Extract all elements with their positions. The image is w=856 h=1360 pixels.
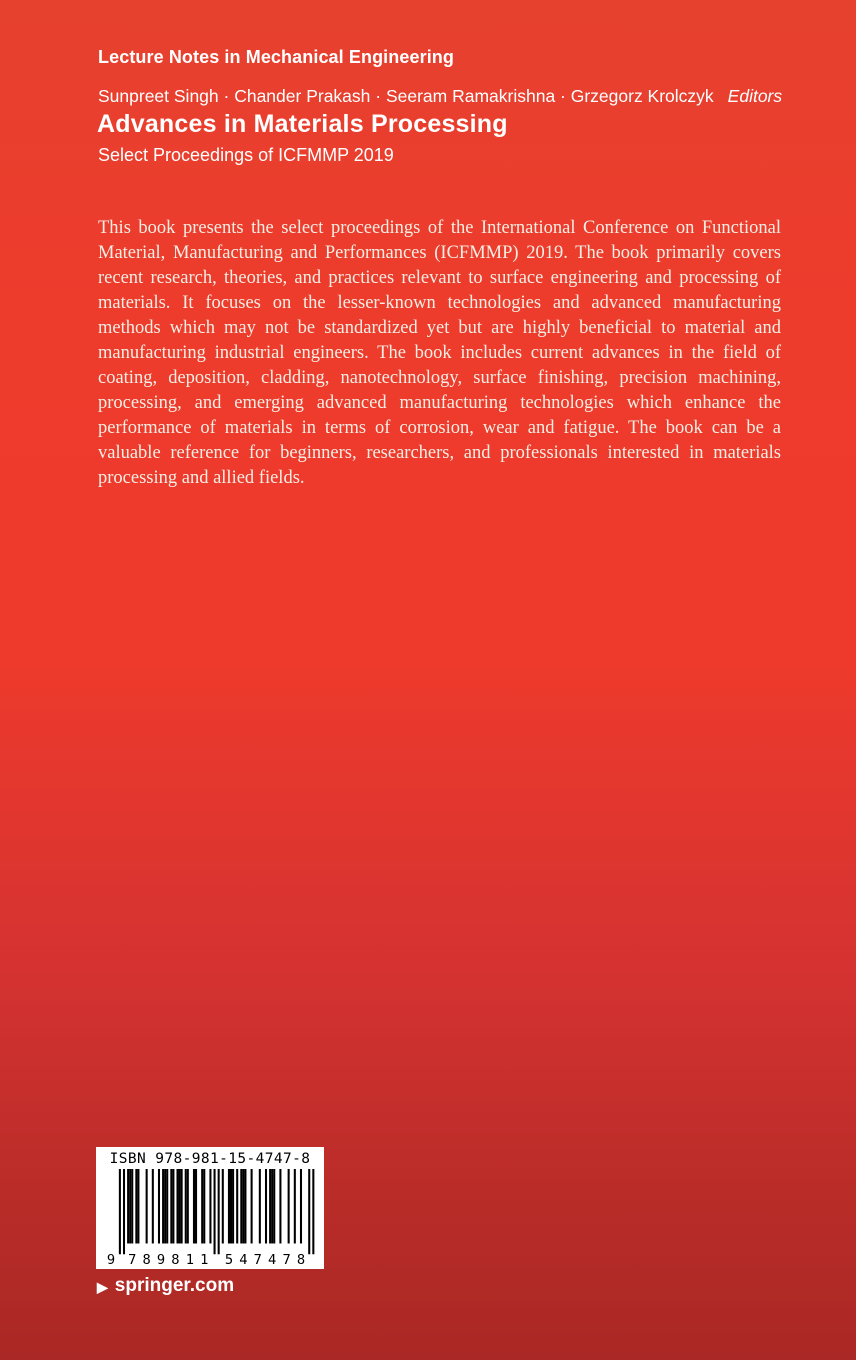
book-description: This book presents the select proceedings of the International Conference on Functional Material, Manufacturing and Performances (ICFMMP) 2019. The book primarily covers recent research, theories, and practices relevant to surface engineering and processing of materials. It focuses on the lesser-known technologies and advanced manufacturing methods which may not be standardized yet but are highly beneficial to material and manufacturing industrial engineers. The book includes current advances in the field of coating, deposition, cladding, nanotechnology, surface finishing, precision machining, processing, and emerging advanced manufacturing technologies which enhance the performance of materials in terms of corrosion, wear and fatigue. The book can be a valuable reference for beginners, researchers, and professionals interested in materials processing and allied fields. — [98, 218, 781, 488]
svg-text:7: 7 — [282, 1252, 291, 1267]
svg-text:5: 5 — [224, 1252, 234, 1267]
svg-text:8: 8 — [171, 1252, 180, 1267]
svg-text:9: 9 — [156, 1252, 166, 1267]
isbn-barcode-panel — [96, 1147, 324, 1269]
arrow-right-icon: ▶ — [97, 1279, 108, 1295]
svg-text:8: 8 — [296, 1252, 306, 1267]
svg-text:4: 4 — [239, 1252, 248, 1267]
editors-line — [98, 86, 782, 107]
svg-text:7: 7 — [128, 1252, 137, 1267]
svg-text:7: 7 — [253, 1252, 262, 1267]
svg-text:9: 9 — [106, 1252, 116, 1267]
springer-footer — [97, 1275, 234, 1297]
svg-text:1: 1 — [185, 1252, 194, 1267]
svg-text:4: 4 — [268, 1252, 277, 1267]
svg-text:8: 8 — [142, 1252, 151, 1267]
springer-site-label: springer.com — [114, 1275, 235, 1296]
isbn-label: ISBN 978-981-15-4747-8 — [109, 1151, 311, 1167]
ean13-barcode-icon — [105, 1169, 315, 1267]
book-subtitle: Select Proceedings of ICFMMP 2019 — [98, 145, 394, 165]
book-title: Advances in Materials Processing — [97, 110, 508, 138]
svg-text:1: 1 — [200, 1252, 209, 1267]
series-title: Lecture Notes in Mechanical Engineering — [98, 47, 454, 67]
editors-label: Editors — [727, 86, 783, 106]
editor-names: Sunpreet Singh · Chander Prakash · Seeram Ramakrishna · Grzegorz Krolczyk — [98, 86, 714, 106]
